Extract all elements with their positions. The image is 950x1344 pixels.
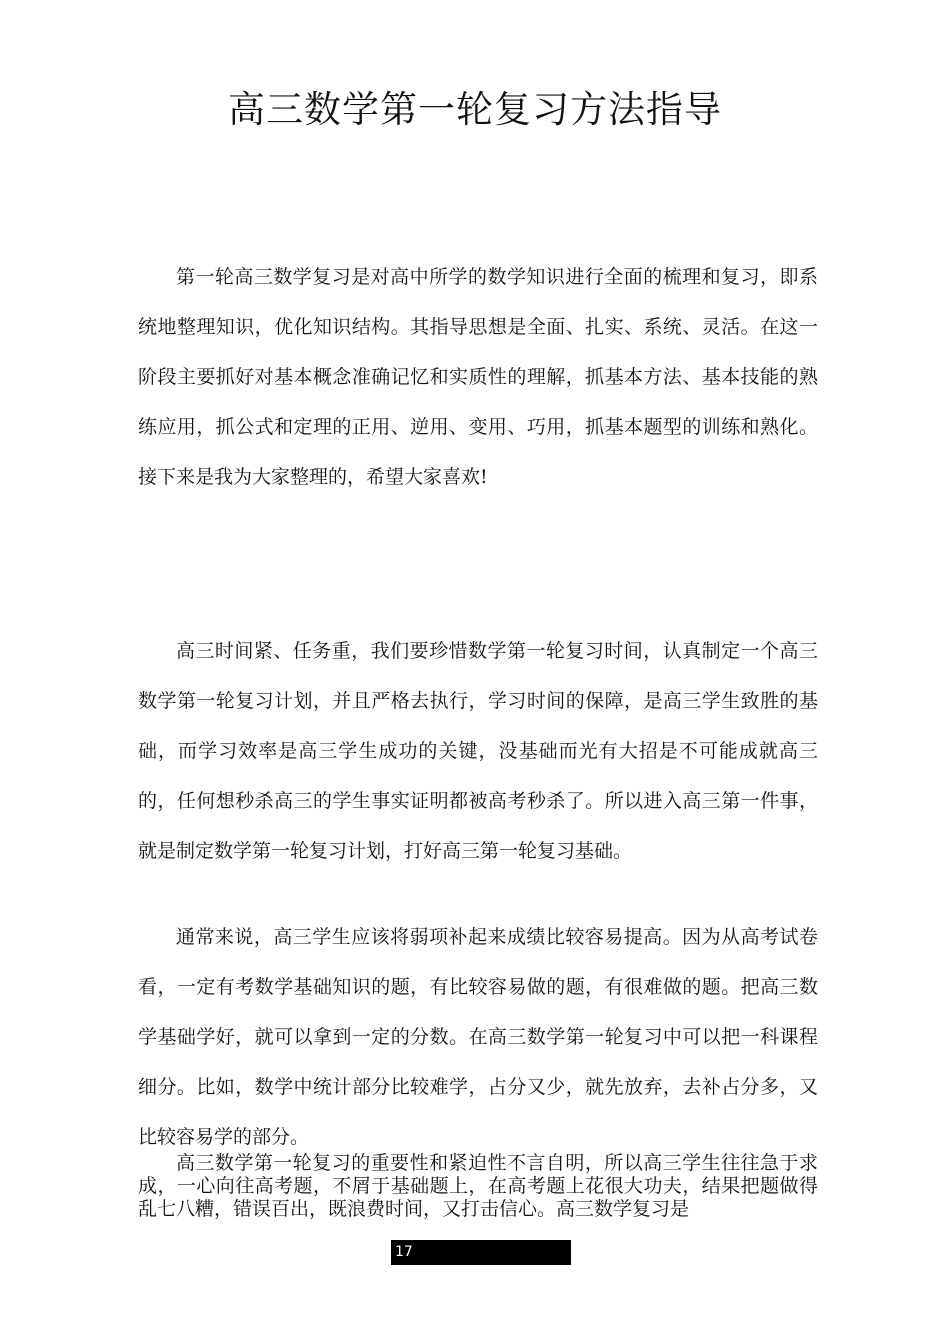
paragraph-time-planning: 高三时间紧、任务重，我们要珍惜数学第一轮复习时间，认真制定一个高三数学第一轮复习计划，并且严格去执行，学习时间的保障，是高三学生致胜的基础，而学习效率是高三学生成功的关键，没基础而光有大招是不可能成就高三的，任何想秒杀高三的学生事实证明都被高考秒杀了。所以进入高三第一件事，就是制定数学第一轮复习计划，打好高三第一轮复习基础。 — [138, 640, 818, 862]
paragraph-weak-areas: 通常来说，高三学生应该将弱项补起来成绩比较容易提高。因为从高考试卷看，一定有考数学基础知识的题，有比较容易做的题，有很难做的题。把高三数学基础学好，就可以拿到一定的分数。在高三数学第一轮复习中可以把一科课程细分。比如，数学中统计部分比较难学，占分又少，就先放弃，去补占分多，又比较容易学的部分。 — [138, 926, 818, 1148]
page-number: 17 — [395, 1244, 413, 1260]
page-footer-bar — [391, 1240, 571, 1265]
page-title: 高三数学第一轮复习方法指导 — [228, 88, 722, 131]
paragraph-intro: 第一轮高三数学复习是对高中所学的数学知识进行全面的梳理和复习，即系统地整理知识，优化知识结构。其指导思想是全面、扎实、系统、灵活。在这一阶段主要抓好对基本概念准确记忆和实质性的理解，抓基本方法、基本技能的熟练应用，抓公式和定理的正用、逆用、变用、巧用，抓基本题型的训练和熟化。接下来是我为大家整理的，希望大家喜欢! — [138, 266, 818, 488]
paragraph-importance: 高三数学第一轮复习的重要性和紧迫性不言自明，所以高三学生往往急于求成，一心向往高考题，不屑于基础题上，在高考题上花很大功夫，结果把题做得乱七八糟，错误百出，既浪费时间，又打击信心。高三数学复习是 — [138, 1152, 818, 1220]
